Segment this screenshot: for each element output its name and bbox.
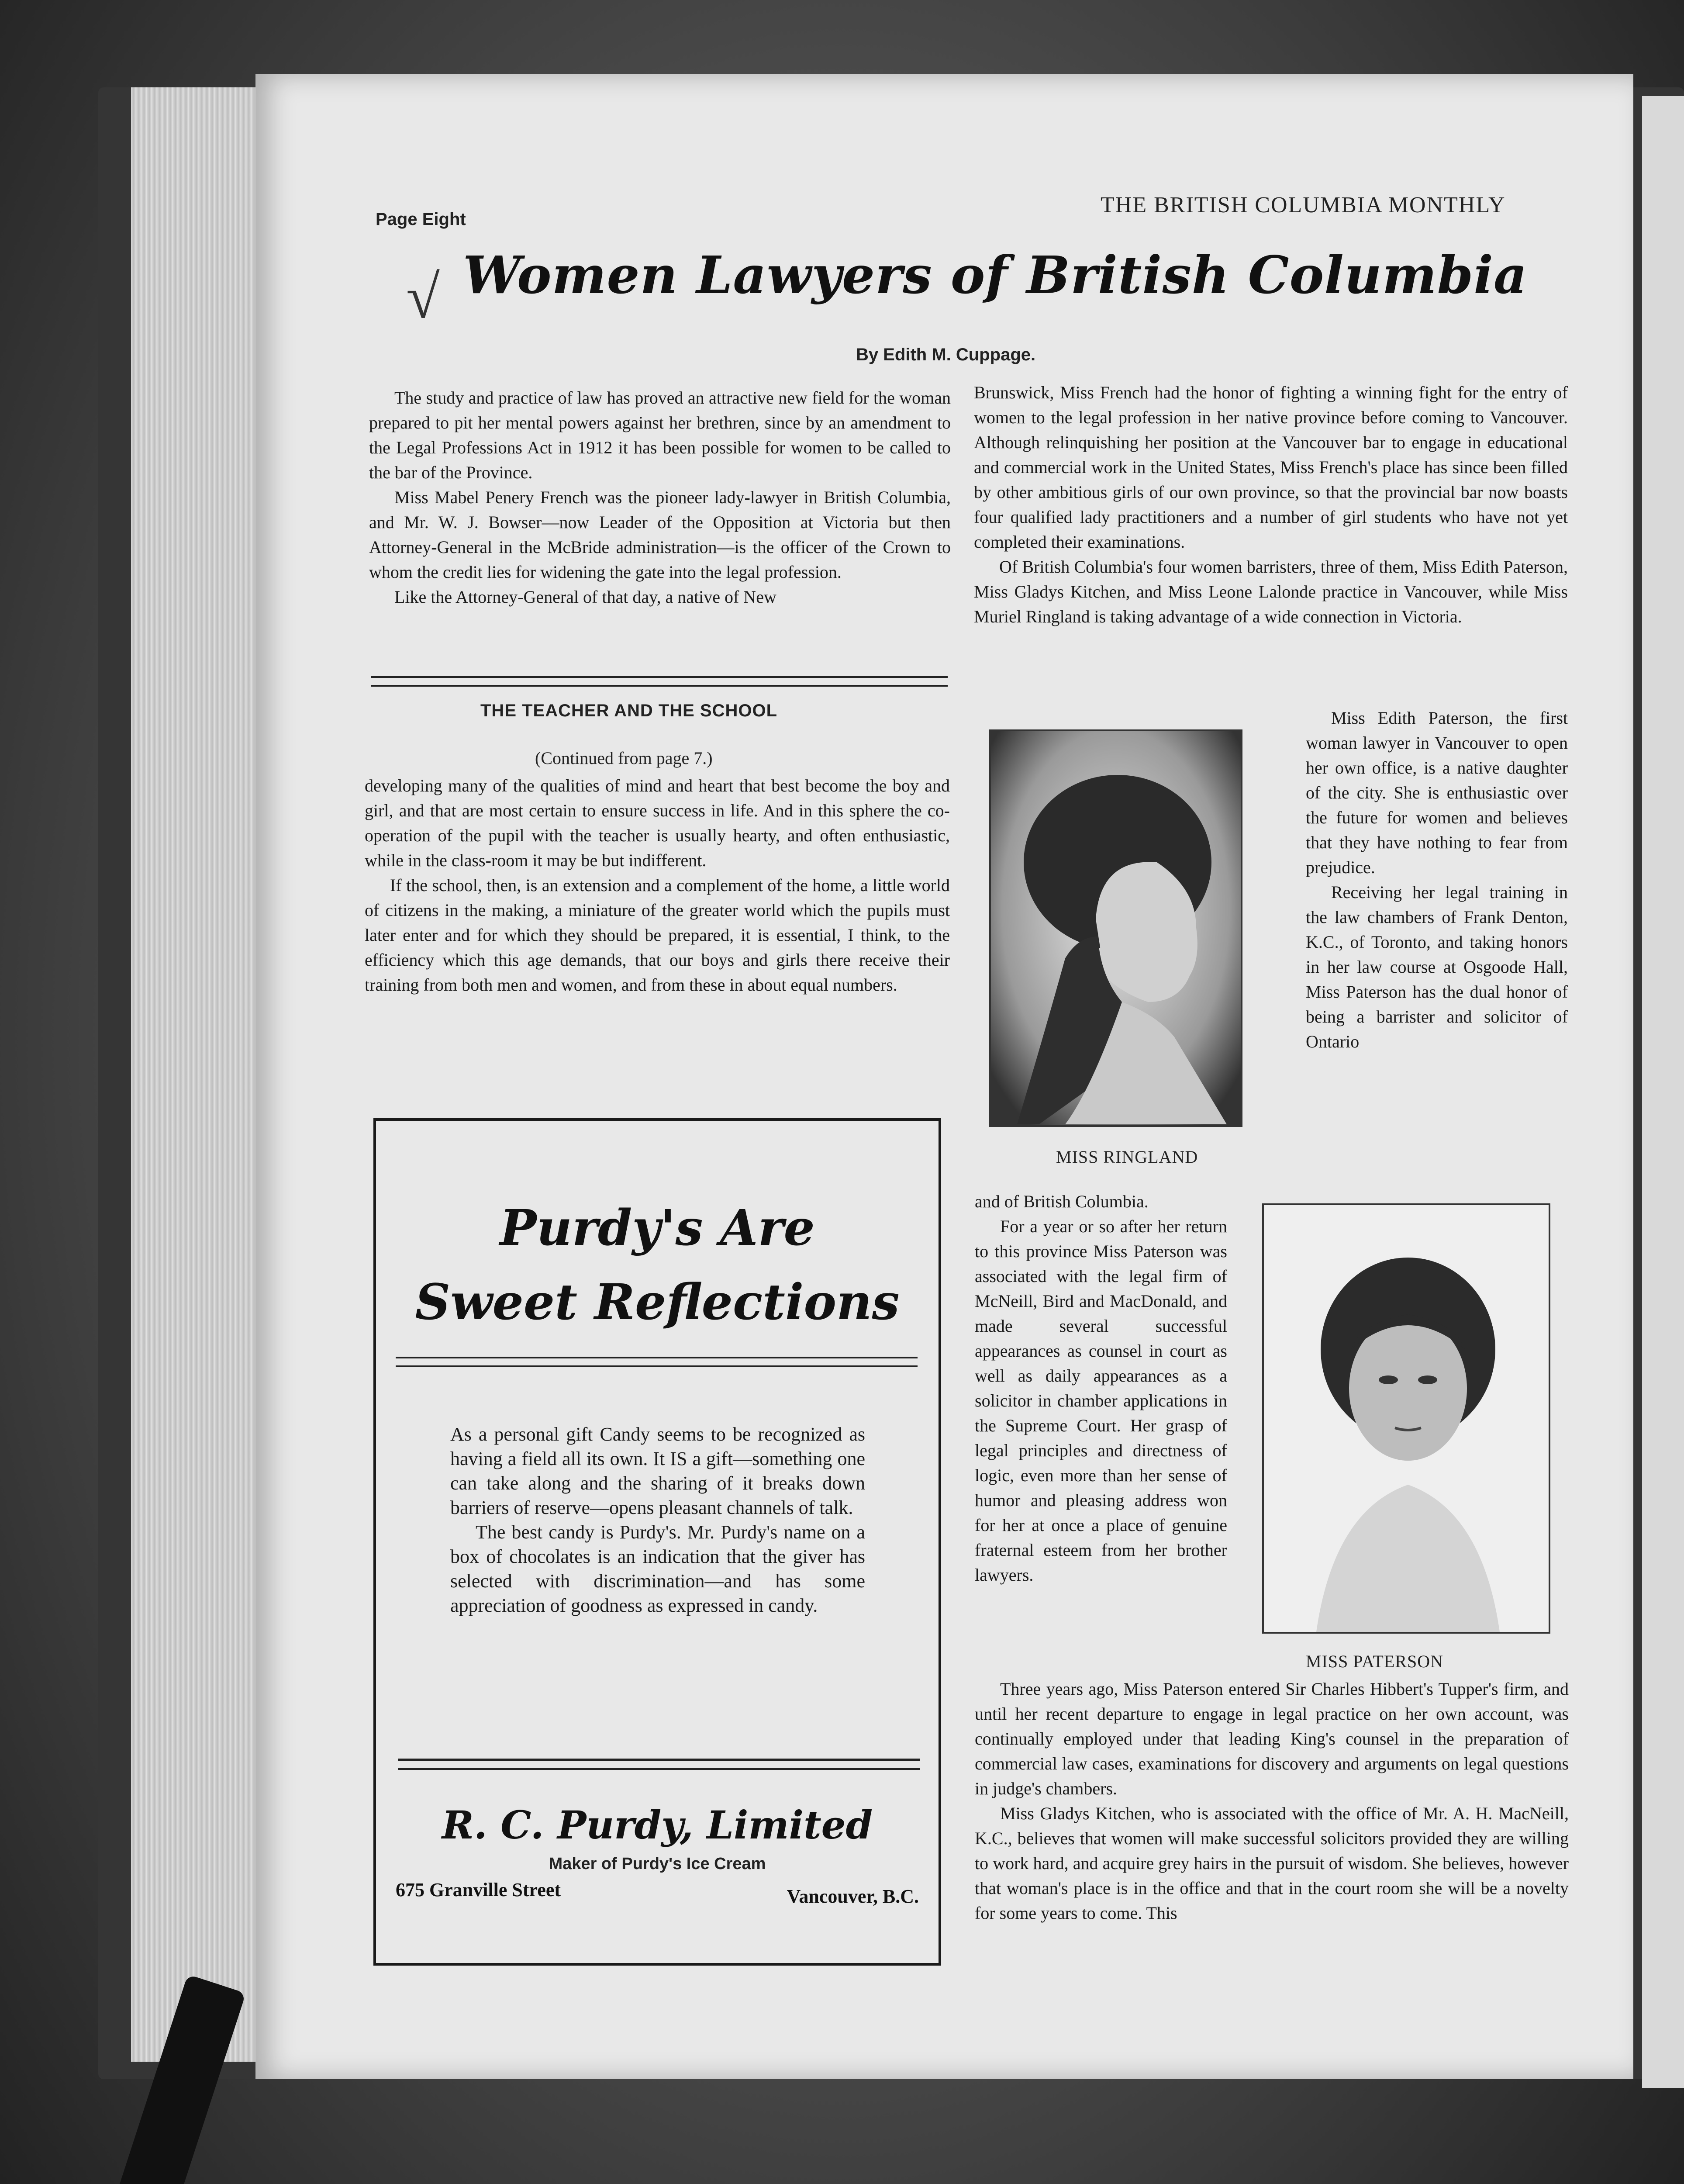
page-number-label: Page Eight bbox=[376, 210, 466, 229]
ad-headline: Sweet Reflections bbox=[415, 1274, 900, 1331]
article-paragraph: Brunswick, Miss French had the honor of fighting a winning fight for the entry of women to the legal profession in her native province before coming to Vancouver. Although relinquishing her position at the Vancouver bar to engage in educational and commercial work in the United States, Miss French's place has since been filled by other ambitious girls of our own province, so that the provincial bar now boasts four qualified lady practitioners and a number of girl students who have not yet completed their examinations. bbox=[974, 383, 1568, 552]
section-heading: THE TEACHER AND THE SCHOOL bbox=[480, 701, 778, 720]
photo-caption: MISS PATERSON bbox=[1306, 1652, 1443, 1671]
ad-street-address: 675 Granville Street bbox=[396, 1879, 561, 1901]
article-paragraph: and of British Columbia. bbox=[975, 1192, 1149, 1211]
article-title: Women Lawyers of British Columbia bbox=[463, 245, 1528, 305]
ad-maker-line: Maker of Purdy's Ice Cream bbox=[549, 1855, 766, 1873]
ad-city: Vancouver, B.C. bbox=[787, 1886, 919, 1907]
article-column-right-top bbox=[974, 380, 1568, 629]
continued-note: (Continued from page 7.) bbox=[535, 748, 713, 768]
teacher-paragraph: developing many of the qualities of mind and heart that best become the boy and girl, and that are most certain to ensure success in life. And in this sphere the co-operation of the pupil with the teacher is usually hearty, and often enthusiastic, while in the class-room it may be but indifferent. bbox=[365, 776, 950, 870]
section-divider bbox=[371, 676, 948, 687]
portrait-image bbox=[1264, 1205, 1549, 1632]
article-paragraph: The study and practice of law has proved an attractive new field for the woman prepared to pit her mental powers against her brethren, since by an amendment to the Legal Professions Act in 1912 it has been possible for women to be called to the bar of the Province. bbox=[369, 388, 951, 482]
article-column-right-bottom bbox=[975, 1676, 1569, 1925]
portrait-photo-ringland bbox=[989, 729, 1242, 1127]
purdy-advertisement bbox=[373, 1118, 941, 1966]
article-paragraph: Like the Attorney-General of that day, a native of New bbox=[394, 587, 776, 607]
article-byline: By Edith M. Cuppage. bbox=[856, 345, 1036, 364]
ad-company-name: R. C. Purdy, Limited bbox=[442, 1802, 873, 1848]
article-column-left bbox=[369, 385, 951, 609]
magazine-title: THE BRITISH COLUMBIA MONTHLY bbox=[1101, 193, 1506, 218]
article-paragraph: Receiving her legal training in the law chambers of Frank Denton, K.C., of Toronto, and taking honors in her law course at Osgoode Hall, Miss Paterson has the dual honor of being a barrister and solicitor of Ontario bbox=[1306, 882, 1568, 1051]
article-column-right-lower bbox=[975, 1189, 1227, 1587]
photo-caption: MISS RINGLAND bbox=[1056, 1147, 1198, 1167]
portrait-image bbox=[991, 731, 1241, 1125]
article-paragraph: Miss Mabel Penery French was the pioneer lady-lawyer in British Columbia, and Mr. W. J. Bowser—now Leader of the Opposition at Victoria but then Attorney-General in the McBride administration—is the officer of the Crown to whom the credit lies for widening the gate into the legal profession. bbox=[369, 487, 951, 582]
ad-divider bbox=[396, 1357, 918, 1367]
adjacent-page bbox=[1642, 96, 1684, 2088]
teacher-paragraph: If the school, then, is an extension and a complement of the home, a little world of citizens in the making, a miniature of the greater world which the pupils must later enter and for which they should be prepared, it is essential, I think, to the efficiency which this age demands, that our boys and girls there receive their training from both men and women, and from these in about equal numbers. bbox=[365, 875, 950, 995]
article-paragraph: Three years ago, Miss Paterson entered Sir Charles Hibbert's Tupper's firm, and until her recent departure to engage in legal practice on her own account, was continually employed under that leading King's counsel in the preparation of commercial law cases, examinations for discovery and arguments on legal questions in judge's chambers. bbox=[975, 1679, 1569, 1798]
portrait-photo-paterson bbox=[1262, 1203, 1550, 1634]
article-paragraph: Miss Edith Paterson, the first woman lawyer in Vancouver to open her own office, is a native daughter of the city. She is enthusiastic over the future for women and believes that they have nothing to fear from prejudice. bbox=[1306, 708, 1568, 877]
ad-divider bbox=[398, 1759, 920, 1770]
ad-body bbox=[450, 1422, 865, 1618]
article-paragraph: Of British Columbia's four women barristers, three of them, Miss Edith Paterson, Miss Gladys Kitchen, and Miss Leone Lalonde practice in Vancouver, while Miss Muriel Ringland is taking advantage of a wide connection in Victoria. bbox=[974, 557, 1568, 626]
article-paragraph: Miss Gladys Kitchen, who is associated with the office of Mr. A. H. MacNeill, K.C., believes that women will make successful solicitors provided they are willing to work hard, and acquire grey hairs in the pursuit of wisdom. She believes, however that woman's place is in the office and that in the court room she will be a novelty for some years to come. This bbox=[975, 1804, 1569, 1923]
article-paragraph: For a year or so after her return to this province Miss Paterson was associated with the legal firm of McNeill, Bird and MacDonald, and made several successful appearances as counsel in court as well as daily appearances as a solicitor in chamber applications in the Supreme Court. Her grasp of legal principles and directness of logic, even more than her sense of humor and pleasing address won for her at once a place of genuine fraternal esteem from her brother lawyers. bbox=[975, 1216, 1227, 1585]
article-column-right-narrow bbox=[1306, 705, 1568, 1054]
ad-headline: Purdy's Are bbox=[500, 1199, 815, 1257]
ad-paragraph: The best candy is Purdy's. Mr. Purdy's name on a box of chocolates is an indication that the giver has selected with discrimination—and has some appreciation of goodness as expressed in candy. bbox=[450, 1521, 865, 1616]
bookmark-label bbox=[170, 1990, 234, 2070]
handwritten-checkmark: √ bbox=[406, 263, 440, 331]
page-edges bbox=[131, 87, 258, 2062]
teacher-section-column bbox=[365, 773, 950, 997]
ad-paragraph: As a personal gift Candy seems to be recognized as having a field all its own. It IS a gift—something one can take along and the sharing of it breaks down barriers of reserve—opens pleasant channels of talk. bbox=[450, 1424, 865, 1518]
